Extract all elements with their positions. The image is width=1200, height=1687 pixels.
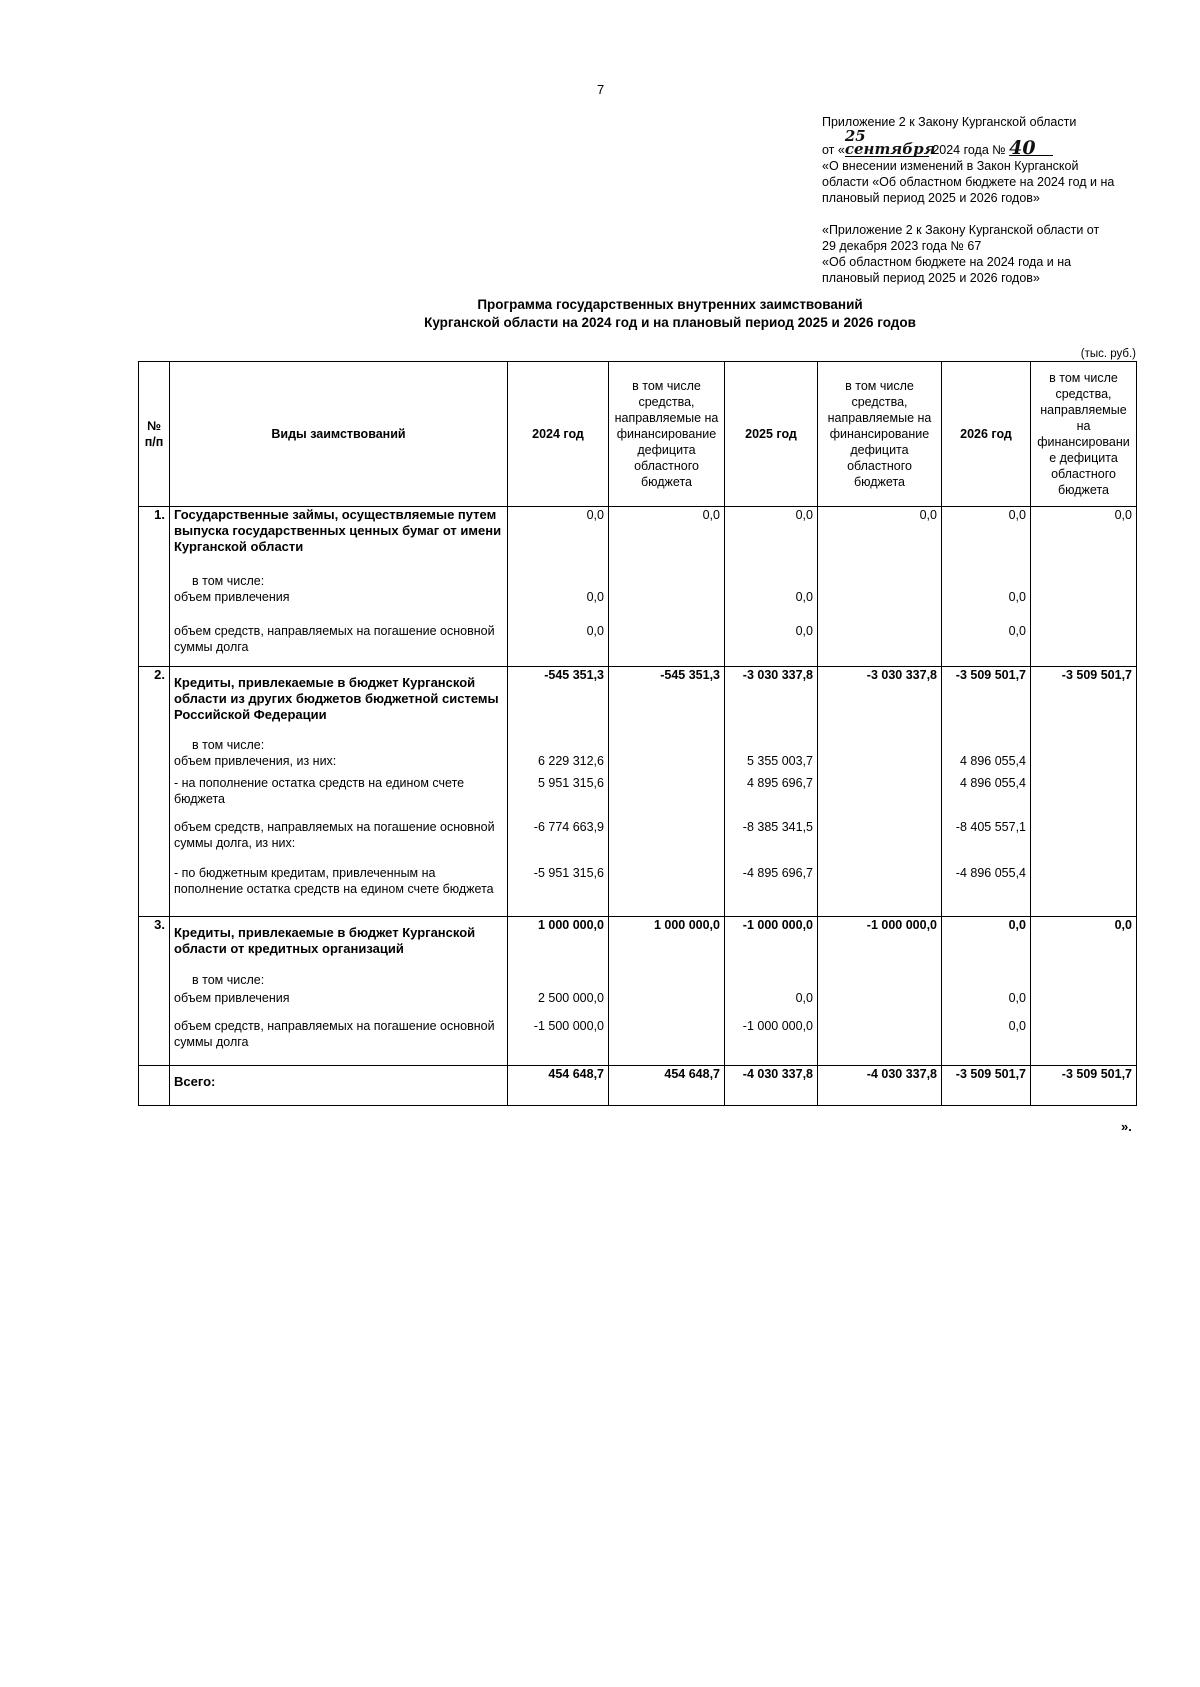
cell-incl-2025 [818,1018,942,1066]
cell-incl-2025 [818,775,942,819]
cell-incl-2026 [1031,753,1137,775]
cell-2025: 0,0 [725,990,818,1018]
table-row [139,972,1137,990]
cell-2026: 0,0 [942,507,1031,573]
table-row [139,775,1137,819]
cell-2024: 5 951 315,6 [508,775,609,819]
row-description: объем привлечения, из них: [170,753,508,775]
cell-2024: 0,0 [508,589,609,623]
borrowing-program-table [138,361,1137,1106]
cell-incl-2024 [609,990,725,1018]
col-header-incl-2026: в том числе средства, направляемые на финансировани е дефицита областного бюджета [1031,362,1137,507]
cell-incl-2024 [609,865,725,917]
cell-2025: -1 000 000,0 [725,917,818,972]
cell-2026: 0,0 [942,990,1031,1018]
cell-2025: 0,0 [725,589,818,623]
cell-incl-2026 [1031,819,1137,865]
row-number: 1. [139,507,170,573]
cell-2026: 4 896 055,4 [942,753,1031,775]
page-number: 7 [597,82,605,97]
cell-incl-2024 [609,589,725,623]
cell-incl-2025 [818,865,942,917]
row-description: объем средств, направляемых на погашение основной суммы долга, из них: [170,819,508,865]
row-description: в том числе: [170,573,508,589]
col-header-kind: Виды заимствований [170,362,508,507]
header-line: Приложение 2 к Закону Курганской области [822,115,1077,129]
total-incl-2026: -3 509 501,7 [1031,1066,1137,1106]
total-incl-2024: 454 648,7 [609,1066,725,1106]
cell-incl-2026: 0,0 [1031,507,1137,573]
date-year: 2024 года № [932,143,1006,157]
handwritten-date: 25 сентября [844,127,936,158]
table-header-row [139,362,1137,507]
cell-incl-2026 [1031,589,1137,623]
cell-incl-2026 [1031,990,1137,1018]
cell-2024: -1 500 000,0 [508,1018,609,1066]
total-2024: 454 648,7 [508,1066,609,1106]
title-line-1: Программа государственных внутренних заимствований [477,297,863,312]
cell-2025: 0,0 [725,507,818,573]
cell-incl-2025 [818,589,942,623]
cell-incl-2026 [1031,1018,1137,1066]
header-line: «Приложение 2 к Закону Курганской области от [822,223,1100,237]
cell-2024: -545 351,3 [508,667,609,737]
cell-incl-2026 [1031,865,1137,917]
cell-incl-2024: -545 351,3 [609,667,725,737]
row-description: Кредиты, привлекаемые в бюджет Курганской области из других бюджетов бюджетной системы Российской Федерации [170,667,508,737]
cell-2024: -5 951 315,6 [508,865,609,917]
col-header-2026: 2026 год [942,362,1031,507]
cell-2026: 0,0 [942,1018,1031,1066]
table-row [139,819,1137,865]
col-header-2025: 2025 год [725,362,818,507]
cell-2025: 0,0 [725,623,818,667]
row-description: в том числе: [170,972,508,990]
cell-2026: -8 405 557,1 [942,819,1031,865]
header-date-line [822,127,1142,159]
cell-2026: 0,0 [942,917,1031,972]
table-row [139,507,1137,573]
table-row [139,623,1137,667]
cell-incl-2025: -1 000 000,0 [818,917,942,972]
cell-2024: 2 500 000,0 [508,990,609,1018]
row-description: в том числе: [170,737,508,753]
row-number: 2. [139,667,170,737]
cell-incl-2024 [609,753,725,775]
cell-incl-2025 [818,819,942,865]
table-row [139,573,1137,589]
table-body [139,507,1137,1106]
cell-2026: -3 509 501,7 [942,667,1031,737]
cell-2025: 5 355 003,7 [725,753,818,775]
header-line: плановый период 2025 и 2026 годов» [822,271,1040,285]
col-header-2024: 2024 год [508,362,609,507]
units-label: (тыс. руб.) [1080,348,1136,360]
table-row [139,753,1137,775]
cell-2025: -4 895 696,7 [725,865,818,917]
table-row [139,589,1137,623]
cell-incl-2025 [818,990,942,1018]
cell-incl-2026 [1031,775,1137,819]
cell-incl-2025: 0,0 [818,507,942,573]
header-line: 29 декабря 2023 года № 67 [822,239,982,253]
cell-2026: 0,0 [942,623,1031,667]
total-2026: -3 509 501,7 [942,1066,1031,1106]
table-row [139,667,1137,737]
row-description: - по бюджетным кредитам, привлеченным на пополнение остатка средств на едином счете бюджета [170,865,508,917]
cell-incl-2026 [1031,623,1137,667]
cell-2024: 0,0 [508,623,609,667]
table-row [139,917,1137,972]
cell-incl-2025 [818,753,942,775]
cell-2024: -6 774 663,9 [508,819,609,865]
row-description: Кредиты, привлекаемые в бюджет Курганской области от кредитных организаций [170,917,508,972]
cell-2026: -4 896 055,4 [942,865,1031,917]
cell-incl-2026: -3 509 501,7 [1031,667,1137,737]
closing-quote-mark: ». [1121,1119,1132,1134]
row-description: Государственные займы, осуществляемые путем выпуска государственных ценных бумаг от имени Курганской области [170,507,508,573]
cell-2026: 0,0 [942,589,1031,623]
col-header-incl-2025: в том числе средства, направляемые на финансирование дефицита областного бюджета [818,362,942,507]
cell-incl-2026: 0,0 [1031,917,1137,972]
appendix-header [822,114,1142,286]
cell-2026: 4 896 055,4 [942,775,1031,819]
handwritten-number: 40 [1009,141,1053,156]
title-line-2: Курганской области на 2024 год и на плановый период 2025 и 2026 годов [424,315,916,330]
total-2025: -4 030 337,8 [725,1066,818,1106]
cell-incl-2025 [818,623,942,667]
total-label: Всего: [170,1066,508,1106]
header-line: «Об областном бюджете на 2024 года и на [822,255,1072,269]
row-description: объем средств, направляемых на погашение основной суммы долга [170,1018,508,1066]
header-line: плановый период 2025 и 2026 годов» [822,191,1040,205]
cell-incl-2024 [609,819,725,865]
table-row [139,1018,1137,1066]
total-incl-2025: -4 030 337,8 [818,1066,942,1106]
cell-2024: 0,0 [508,507,609,573]
col-header-incl-2024: в том числе средства, направляемые на финансирование дефицита областного бюджета [609,362,725,507]
row-number: 3. [139,917,170,972]
table-row [139,865,1137,917]
header-line: области «Об областном бюджете на 2024 год и на [822,175,1115,189]
cell-incl-2024 [609,775,725,819]
row-description: объем привлечения [170,990,508,1018]
table-row [139,990,1137,1018]
date-prefix: от « [822,143,845,157]
document-title [300,296,1040,332]
cell-incl-2024 [609,623,725,667]
header-line: «О внесении изменений в Закон Курганской [822,159,1079,173]
row-description: объем привлечения [170,589,508,623]
cell-incl-2024 [609,1018,725,1066]
row-description: - на пополнение остатка средств на едином счете бюджета [170,775,508,819]
row-description: объем средств, направляемых на погашение основной суммы долга [170,623,508,667]
cell-2025: 4 895 696,7 [725,775,818,819]
table-row [139,737,1137,753]
cell-incl-2024: 0,0 [609,507,725,573]
cell-2025: -1 000 000,0 [725,1018,818,1066]
cell-incl-2025: -3 030 337,8 [818,667,942,737]
cell-2024: 1 000 000,0 [508,917,609,972]
cell-2025: -3 030 337,8 [725,667,818,737]
total-row [139,1066,1137,1106]
col-header-num: № п/п [139,362,170,507]
cell-incl-2024: 1 000 000,0 [609,917,725,972]
cell-2024: 6 229 312,6 [508,753,609,775]
cell-2025: -8 385 341,5 [725,819,818,865]
